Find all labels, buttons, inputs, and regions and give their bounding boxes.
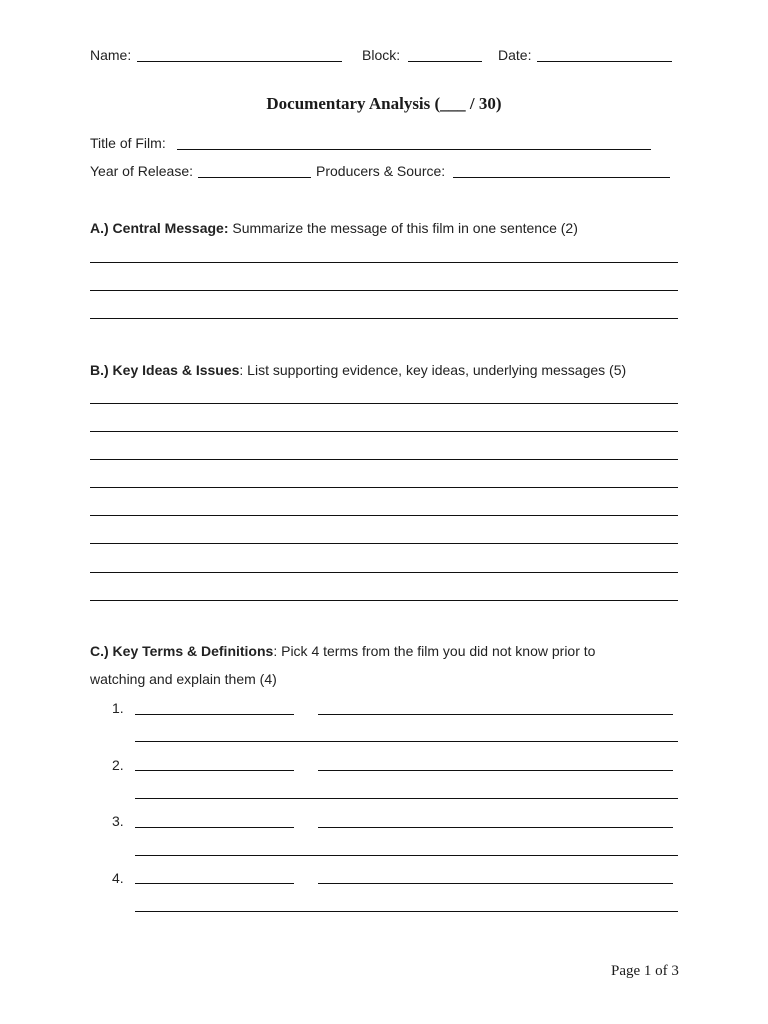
term-number: 1. bbox=[112, 700, 124, 716]
section-b-answer-line[interactable] bbox=[90, 543, 678, 544]
section-b-answer-line[interactable] bbox=[90, 487, 678, 488]
section-b-answer-line[interactable] bbox=[90, 431, 678, 432]
producers-source-label: Producers & Source: bbox=[316, 163, 446, 179]
section-a-answer-line[interactable] bbox=[90, 262, 678, 263]
definition-field[interactable] bbox=[318, 714, 673, 715]
definition-field-cont[interactable] bbox=[135, 741, 678, 742]
term-field[interactable] bbox=[135, 827, 294, 828]
section-b-answer-line[interactable] bbox=[90, 572, 678, 573]
section-c-heading: C.) Key Terms & Definitions bbox=[90, 643, 274, 659]
definition-field-cont[interactable] bbox=[135, 911, 678, 912]
section-c-prompt bbox=[90, 642, 595, 660]
section-a-instructions: Summarize the message of this film in one sentence (2) bbox=[228, 220, 578, 236]
block-field[interactable] bbox=[408, 61, 482, 62]
definition-field[interactable] bbox=[318, 770, 673, 771]
definition-field[interactable] bbox=[318, 827, 673, 828]
section-b-prompt bbox=[90, 361, 626, 379]
producers-source-field[interactable] bbox=[453, 177, 670, 178]
block-label: Block: bbox=[362, 47, 401, 63]
definition-field[interactable] bbox=[318, 883, 673, 884]
section-b-answer-line[interactable] bbox=[90, 459, 678, 460]
page-number: Page 1 of 3 bbox=[611, 963, 679, 979]
name-label: Name: bbox=[90, 47, 132, 63]
section-b-answer-line[interactable] bbox=[90, 515, 678, 516]
section-b-answer-line[interactable] bbox=[90, 403, 678, 404]
section-a-prompt bbox=[90, 219, 578, 237]
term-number: 3. bbox=[112, 813, 124, 829]
section-b-instructions: : List supporting evidence, key ideas, underlying messages (5) bbox=[239, 362, 627, 378]
year-of-release-field[interactable] bbox=[198, 177, 311, 178]
term-field[interactable] bbox=[135, 714, 294, 715]
section-b-answer-line[interactable] bbox=[90, 600, 678, 601]
title-of-film-label: Title of Film: bbox=[90, 135, 166, 151]
name-field[interactable] bbox=[137, 61, 342, 62]
section-a-answer-line[interactable] bbox=[90, 318, 678, 319]
term-number: 4. bbox=[112, 870, 124, 886]
definition-field-cont[interactable] bbox=[135, 798, 678, 799]
date-label: Date: bbox=[498, 47, 532, 63]
section-c-instructions: : Pick 4 terms from the film you did not know prior to bbox=[273, 643, 596, 659]
term-number: 2. bbox=[112, 757, 124, 773]
page-title: Documentary Analysis (___ / 30) bbox=[266, 94, 502, 113]
year-of-release-label: Year of Release: bbox=[90, 163, 193, 179]
section-c-instructions-cont: watching and explain them (4) bbox=[90, 671, 277, 687]
section-a-heading: A.) Central Message: bbox=[90, 220, 229, 236]
definition-field-cont[interactable] bbox=[135, 855, 678, 856]
term-field[interactable] bbox=[135, 883, 294, 884]
date-field[interactable] bbox=[537, 61, 672, 62]
section-b-heading: B.) Key Ideas & Issues bbox=[90, 362, 240, 378]
term-field[interactable] bbox=[135, 770, 294, 771]
title-of-film-field[interactable] bbox=[177, 149, 651, 150]
section-a-answer-line[interactable] bbox=[90, 290, 678, 291]
